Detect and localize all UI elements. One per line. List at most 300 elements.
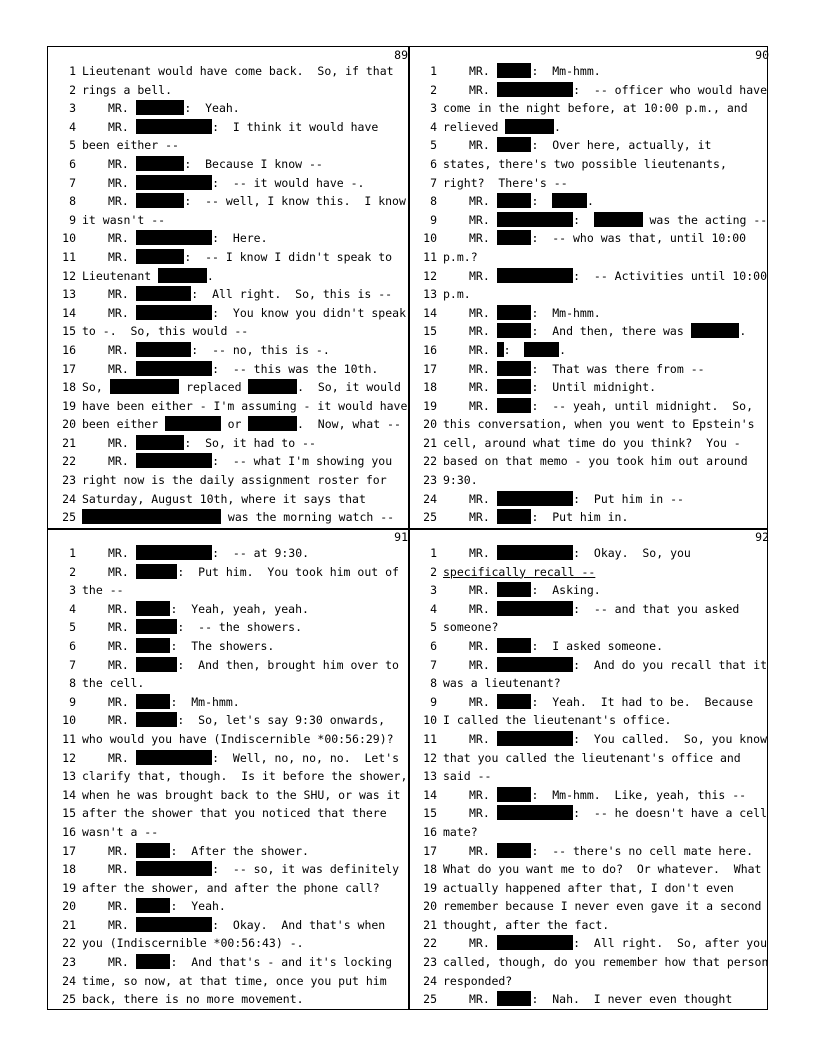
line-text bbox=[82, 101, 240, 115]
text-segment: MR. bbox=[108, 175, 136, 190]
line-text bbox=[82, 936, 304, 950]
text-segment: : So, let's say 9:30 onwards, bbox=[177, 713, 386, 728]
line-text bbox=[82, 454, 392, 468]
line-text bbox=[82, 546, 309, 560]
line-text bbox=[82, 918, 385, 932]
transcript-line bbox=[52, 730, 412, 749]
line-number: 3 bbox=[69, 583, 76, 598]
text-segment: MR. bbox=[469, 361, 497, 376]
line-number: 5 bbox=[430, 620, 437, 635]
line-text bbox=[443, 751, 741, 765]
line-number: 2 bbox=[69, 82, 76, 97]
line-number: 16 bbox=[62, 342, 76, 357]
redaction-box bbox=[497, 491, 573, 506]
transcript-lines bbox=[413, 62, 773, 527]
line-text bbox=[443, 101, 748, 115]
line-number: 16 bbox=[423, 824, 437, 839]
text-segment: someone? bbox=[443, 620, 499, 635]
text-segment: : -- well, I know this. I know bbox=[184, 194, 406, 209]
redaction-box bbox=[497, 601, 573, 616]
line-number: 19 bbox=[423, 398, 437, 413]
transcript-line bbox=[413, 248, 773, 267]
line-number: 4 bbox=[69, 601, 76, 616]
text-segment: MR. bbox=[469, 138, 497, 153]
transcript-line bbox=[52, 118, 412, 137]
text-segment: or bbox=[220, 417, 249, 432]
transcript-line bbox=[52, 397, 412, 416]
line-number: 22 bbox=[62, 936, 76, 951]
line-number: 3 bbox=[69, 101, 76, 116]
transcript-line bbox=[52, 192, 412, 211]
transcript-line bbox=[52, 693, 412, 712]
transcript-lines bbox=[413, 544, 773, 1009]
line-number: 20 bbox=[423, 417, 437, 432]
line-text bbox=[82, 213, 165, 227]
text-segment: : -- this was the 10th. bbox=[212, 361, 379, 376]
line-text bbox=[82, 120, 378, 134]
text-segment: : And then, there was bbox=[531, 324, 691, 339]
text-segment: : -- he doesn't have a cell bbox=[573, 806, 768, 821]
text-segment: : After the shower. bbox=[170, 843, 309, 858]
text-segment: back, there is no more movement. bbox=[82, 992, 304, 1007]
line-text bbox=[443, 732, 767, 746]
line-number: 8 bbox=[430, 676, 437, 691]
redaction-box bbox=[497, 323, 532, 338]
redaction-box bbox=[136, 601, 171, 616]
transcript-line bbox=[52, 229, 412, 248]
redaction-box bbox=[136, 156, 185, 171]
line-number: 1 bbox=[430, 64, 437, 78]
text-segment: : Mm-hmm. bbox=[531, 64, 601, 78]
line-text bbox=[82, 583, 124, 597]
line-text bbox=[82, 751, 399, 765]
text-segment: MR. bbox=[108, 249, 136, 264]
text-segment: you (Indiscernible *00:56:43) -. bbox=[82, 936, 304, 951]
text-segment: come in the night before, at 10:00 p.m., and bbox=[443, 101, 748, 116]
line-text bbox=[443, 399, 753, 413]
line-number: 5 bbox=[430, 138, 437, 153]
line-number: 16 bbox=[62, 824, 76, 839]
text-segment: this conversation, when you went to Epstein's bbox=[443, 417, 755, 432]
transcript-line bbox=[413, 378, 773, 397]
line-text bbox=[82, 269, 214, 283]
transcript-line bbox=[52, 823, 412, 842]
line-text bbox=[82, 806, 387, 820]
redaction-box bbox=[136, 694, 171, 709]
text-segment: : I think it would have bbox=[212, 119, 379, 134]
transcript-line bbox=[52, 581, 412, 600]
redaction-box bbox=[497, 805, 573, 820]
transcript-line bbox=[52, 711, 412, 730]
redaction-box bbox=[136, 917, 212, 932]
line-text bbox=[443, 862, 762, 876]
line-text bbox=[443, 546, 691, 560]
line-text bbox=[82, 157, 323, 171]
text-segment: : And then, brought him over to bbox=[177, 657, 399, 672]
text-segment: to -. So, this would -- bbox=[82, 324, 249, 339]
transcript-line bbox=[52, 508, 412, 527]
text-segment: : You know you didn't speak bbox=[212, 305, 407, 320]
transcript-line bbox=[52, 267, 412, 286]
line-text bbox=[443, 194, 594, 208]
line-number: 11 bbox=[62, 249, 76, 264]
text-segment: . bbox=[739, 324, 747, 339]
text-segment: MR. bbox=[469, 231, 497, 246]
text-segment: : Because I know -- bbox=[184, 156, 323, 171]
line-number: 25 bbox=[423, 992, 437, 1007]
line-text bbox=[443, 287, 471, 301]
text-segment: : Here. bbox=[212, 231, 268, 246]
line-number: 8 bbox=[69, 676, 76, 691]
line-number: 1 bbox=[69, 546, 76, 560]
line-number: 9 bbox=[430, 212, 437, 227]
line-number: 13 bbox=[423, 769, 437, 784]
transcript-line bbox=[413, 879, 773, 898]
line-text bbox=[443, 306, 601, 320]
transcript-line bbox=[413, 786, 773, 805]
line-text bbox=[443, 565, 595, 579]
transcript-line bbox=[413, 581, 773, 600]
line-text bbox=[443, 695, 753, 709]
redaction-box bbox=[497, 991, 532, 1006]
transcript-line bbox=[413, 490, 773, 509]
redaction-box bbox=[497, 379, 532, 394]
line-number: 14 bbox=[423, 787, 437, 802]
line-number: 7 bbox=[69, 657, 76, 672]
transcript-line bbox=[52, 786, 412, 805]
transcript-line bbox=[413, 544, 773, 563]
line-text bbox=[443, 64, 601, 78]
text-segment: MR. bbox=[469, 731, 497, 746]
line-number: 25 bbox=[423, 510, 437, 525]
line-text bbox=[82, 825, 158, 839]
redaction-box bbox=[505, 119, 554, 134]
text-segment: MR. bbox=[108, 101, 136, 116]
line-number: 6 bbox=[69, 156, 76, 171]
line-number: 6 bbox=[69, 638, 76, 653]
transcript-line bbox=[52, 674, 412, 693]
text-segment: MR. bbox=[469, 510, 497, 525]
redaction-box bbox=[497, 268, 573, 283]
transcript-line bbox=[413, 990, 773, 1009]
redaction-box bbox=[248, 416, 297, 431]
redaction-box bbox=[136, 638, 171, 653]
line-number: 25 bbox=[62, 510, 76, 525]
text-segment: So, bbox=[82, 380, 110, 395]
transcript-line bbox=[413, 155, 773, 174]
line-text bbox=[443, 844, 753, 858]
text-segment: MR. bbox=[469, 82, 497, 97]
line-text bbox=[443, 83, 767, 97]
transcript-line bbox=[413, 916, 773, 935]
redaction-box bbox=[497, 230, 532, 245]
text-segment: : Mm-hmm. bbox=[170, 694, 240, 709]
transcript-line bbox=[413, 192, 773, 211]
transcript-line bbox=[52, 99, 412, 118]
text-segment: MR. bbox=[108, 843, 136, 858]
text-segment: : Yeah, yeah, yeah. bbox=[170, 601, 309, 616]
text-segment: : -- Activities until 10:00 bbox=[573, 268, 768, 283]
text-segment: : -- the showers. bbox=[177, 620, 303, 635]
line-text bbox=[443, 343, 566, 357]
redaction-box bbox=[594, 212, 643, 227]
line-number: 13 bbox=[62, 287, 76, 302]
transcript-line bbox=[52, 544, 412, 563]
transcript-line bbox=[413, 81, 773, 100]
transcript-line bbox=[413, 972, 773, 991]
text-segment: MR. bbox=[108, 305, 136, 320]
redaction-box bbox=[136, 843, 171, 858]
text-segment: : -- who was that, until 10:00 bbox=[531, 231, 747, 246]
transcript-line bbox=[52, 953, 412, 972]
redaction-box bbox=[497, 63, 532, 78]
text-segment: MR. bbox=[469, 787, 497, 802]
line-text bbox=[82, 881, 380, 895]
transcript-line bbox=[413, 842, 773, 861]
text-segment: remember because I never even gave it a second bbox=[443, 899, 762, 914]
text-segment: rings a bell. bbox=[82, 82, 173, 97]
transcript-line bbox=[413, 136, 773, 155]
transcript-line bbox=[413, 211, 773, 230]
redaction-box bbox=[497, 193, 532, 208]
text-segment: MR. bbox=[469, 64, 497, 78]
line-text bbox=[82, 510, 394, 524]
text-segment: responded? bbox=[443, 973, 513, 988]
line-number: 4 bbox=[69, 119, 76, 134]
line-number: 20 bbox=[423, 899, 437, 914]
line-number: 12 bbox=[62, 268, 76, 283]
text-segment: that you called the lieutenant's office and bbox=[443, 750, 741, 765]
text-segment: MR. bbox=[469, 694, 497, 709]
transcript-line bbox=[52, 637, 412, 656]
redaction-box bbox=[497, 657, 573, 672]
line-text bbox=[82, 658, 399, 672]
text-segment: : All right. So, this is -- bbox=[191, 287, 393, 302]
line-number: 23 bbox=[423, 955, 437, 970]
line-text bbox=[443, 120, 561, 134]
line-text bbox=[443, 974, 512, 988]
text-segment: : You called. So, you know bbox=[573, 731, 768, 746]
line-text bbox=[82, 436, 316, 450]
transcript-line bbox=[413, 730, 773, 749]
text-segment: after the shower, and after the phone call? bbox=[82, 880, 380, 895]
redaction-box bbox=[136, 230, 212, 245]
text-segment: : Put him. You took him out of bbox=[177, 564, 399, 579]
transcript-line bbox=[413, 674, 773, 693]
text-segment: : Put him in -- bbox=[573, 491, 684, 506]
text-segment: p.m.? bbox=[443, 249, 478, 264]
line-number: 13 bbox=[423, 287, 437, 302]
redaction-box bbox=[497, 935, 573, 950]
line-text bbox=[82, 620, 302, 634]
transcript-line bbox=[52, 934, 412, 953]
redaction-box bbox=[497, 694, 532, 709]
redaction-box bbox=[136, 435, 185, 450]
line-text bbox=[82, 138, 179, 152]
line-number: 9 bbox=[69, 694, 76, 709]
text-segment: : -- yeah, until midnight. So, bbox=[531, 398, 754, 413]
redaction-box bbox=[172, 509, 221, 524]
line-text bbox=[82, 380, 401, 394]
redaction-box bbox=[110, 379, 180, 394]
transcript-line bbox=[413, 656, 773, 675]
transcript-line bbox=[52, 360, 412, 379]
line-number: 13 bbox=[62, 769, 76, 784]
text-segment: it wasn't -- bbox=[82, 212, 166, 227]
redaction-box bbox=[136, 619, 178, 634]
redaction-box bbox=[136, 954, 171, 969]
redaction-box bbox=[497, 545, 573, 560]
line-number: 5 bbox=[69, 138, 76, 153]
text-segment: MR. bbox=[108, 435, 136, 450]
text-segment: : So, it had to -- bbox=[184, 435, 316, 450]
text-segment: : Yeah. bbox=[170, 899, 226, 914]
line-text bbox=[82, 250, 392, 264]
line-number: 19 bbox=[423, 880, 437, 895]
transcript-line bbox=[52, 285, 412, 304]
line-number: 2 bbox=[69, 564, 76, 579]
line-number: 16 bbox=[423, 342, 437, 357]
line-number: 7 bbox=[430, 175, 437, 190]
line-number: 14 bbox=[62, 305, 76, 320]
line-number: 24 bbox=[423, 973, 437, 988]
line-number: 7 bbox=[69, 175, 76, 190]
line-number: 1 bbox=[69, 64, 76, 78]
line-text bbox=[443, 825, 478, 839]
redaction-box bbox=[136, 342, 192, 357]
redaction-box bbox=[136, 286, 192, 301]
text-segment: MR. bbox=[469, 398, 497, 413]
line-text bbox=[82, 492, 366, 506]
transcript-lines bbox=[52, 62, 412, 527]
transcript-line bbox=[52, 990, 412, 1009]
text-segment: the cell. bbox=[82, 676, 145, 691]
redaction-box bbox=[497, 342, 504, 357]
line-text bbox=[443, 936, 767, 950]
redaction-box bbox=[136, 100, 185, 115]
text-segment: Saturday, August 10th, where it says that bbox=[82, 491, 366, 506]
line-text bbox=[82, 83, 172, 97]
text-segment: 9:30. bbox=[443, 473, 478, 488]
redaction-box bbox=[136, 898, 171, 913]
line-number: 14 bbox=[423, 305, 437, 320]
line-number: 11 bbox=[62, 731, 76, 746]
line-text bbox=[443, 417, 755, 431]
text-segment: specifically recall -- bbox=[443, 564, 596, 579]
text-segment: cell, around what time do you think? You - bbox=[443, 435, 741, 450]
line-number: 24 bbox=[62, 491, 76, 506]
redaction-box bbox=[165, 416, 221, 431]
text-segment: been either -- bbox=[82, 138, 179, 153]
text-segment: MR. bbox=[108, 620, 136, 635]
text-segment: : -- no, this is -. bbox=[191, 342, 330, 357]
redaction-box bbox=[136, 305, 212, 320]
transcript-line bbox=[52, 378, 412, 397]
text-segment: clarify that, though. Is it before the shower, bbox=[82, 769, 408, 784]
line-number: 10 bbox=[423, 231, 437, 246]
text-segment: MR. bbox=[469, 843, 497, 858]
text-segment: : -- I know I didn't speak to bbox=[184, 249, 393, 264]
line-text bbox=[82, 194, 406, 208]
text-segment: based on that memo - you took him out around bbox=[443, 454, 748, 469]
transcript-line bbox=[413, 823, 773, 842]
line-text bbox=[443, 583, 601, 597]
text-segment: : Over here, actually, it bbox=[531, 138, 712, 153]
transcript-line bbox=[52, 749, 412, 768]
text-segment: was the acting -- bbox=[642, 212, 768, 227]
text-segment: : I asked someone. bbox=[531, 638, 664, 653]
text-segment: : -- at 9:30. bbox=[212, 546, 310, 560]
text-segment: : -- so, it was definitely bbox=[212, 862, 400, 877]
text-segment: states, there's two possible lieutenants, bbox=[443, 156, 727, 171]
line-text bbox=[443, 380, 656, 394]
redaction-box bbox=[497, 361, 532, 376]
line-text bbox=[443, 138, 711, 152]
redaction-box bbox=[136, 175, 212, 190]
line-text bbox=[443, 324, 746, 338]
redaction-box bbox=[497, 137, 532, 152]
line-text bbox=[82, 713, 385, 727]
transcript-line bbox=[413, 600, 773, 619]
text-segment: : Nah. I never even thought bbox=[531, 992, 733, 1007]
line-text bbox=[82, 769, 407, 783]
text-segment: MR. bbox=[469, 491, 497, 506]
text-segment: MR. bbox=[469, 380, 497, 395]
line-number: 18 bbox=[62, 862, 76, 877]
text-segment: : Yeah. It had to be. Because bbox=[531, 694, 754, 709]
text-segment: . So, it would bbox=[297, 380, 401, 395]
text-segment: : Yeah. bbox=[184, 101, 240, 116]
redaction-box bbox=[136, 712, 178, 727]
redaction-box bbox=[136, 361, 212, 376]
text-segment: time, so now, at that time, once you put him bbox=[82, 973, 387, 988]
line-text bbox=[82, 862, 399, 876]
text-segment: MR. bbox=[108, 287, 136, 302]
transcript-line bbox=[52, 916, 412, 935]
transcript-line bbox=[413, 397, 773, 416]
line-number: 3 bbox=[430, 583, 437, 598]
line-text bbox=[443, 639, 663, 653]
line-text bbox=[82, 992, 304, 1006]
line-number: 23 bbox=[62, 473, 76, 488]
transcript-line bbox=[413, 860, 773, 879]
text-segment: MR. bbox=[108, 955, 136, 970]
text-segment: MR. bbox=[469, 992, 497, 1007]
text-segment: . bbox=[206, 268, 214, 283]
line-text bbox=[82, 399, 407, 413]
redaction-box bbox=[497, 82, 573, 97]
text-segment: MR. bbox=[469, 936, 497, 951]
line-number: 10 bbox=[423, 713, 437, 728]
redaction-box bbox=[136, 750, 212, 765]
line-number: 8 bbox=[69, 194, 76, 209]
transcript-line bbox=[52, 62, 412, 81]
line-number: 18 bbox=[62, 380, 76, 395]
line-text bbox=[443, 157, 727, 171]
text-segment: . bbox=[586, 194, 594, 209]
text-segment: MR. bbox=[108, 546, 136, 560]
text-segment: MR. bbox=[108, 454, 136, 469]
text-segment: : Mm-hmm. Like, yeah, this -- bbox=[531, 787, 747, 802]
text-segment: What do you want me to do? Or whatever. What bbox=[443, 862, 762, 877]
line-number: 19 bbox=[62, 880, 76, 895]
transcript-line bbox=[413, 711, 773, 730]
transcript-page-90 bbox=[413, 48, 773, 528]
text-segment: MR. bbox=[469, 194, 497, 209]
transcript-line bbox=[413, 508, 773, 527]
line-number: 15 bbox=[423, 324, 437, 339]
transcript-page-91 bbox=[52, 530, 412, 1010]
